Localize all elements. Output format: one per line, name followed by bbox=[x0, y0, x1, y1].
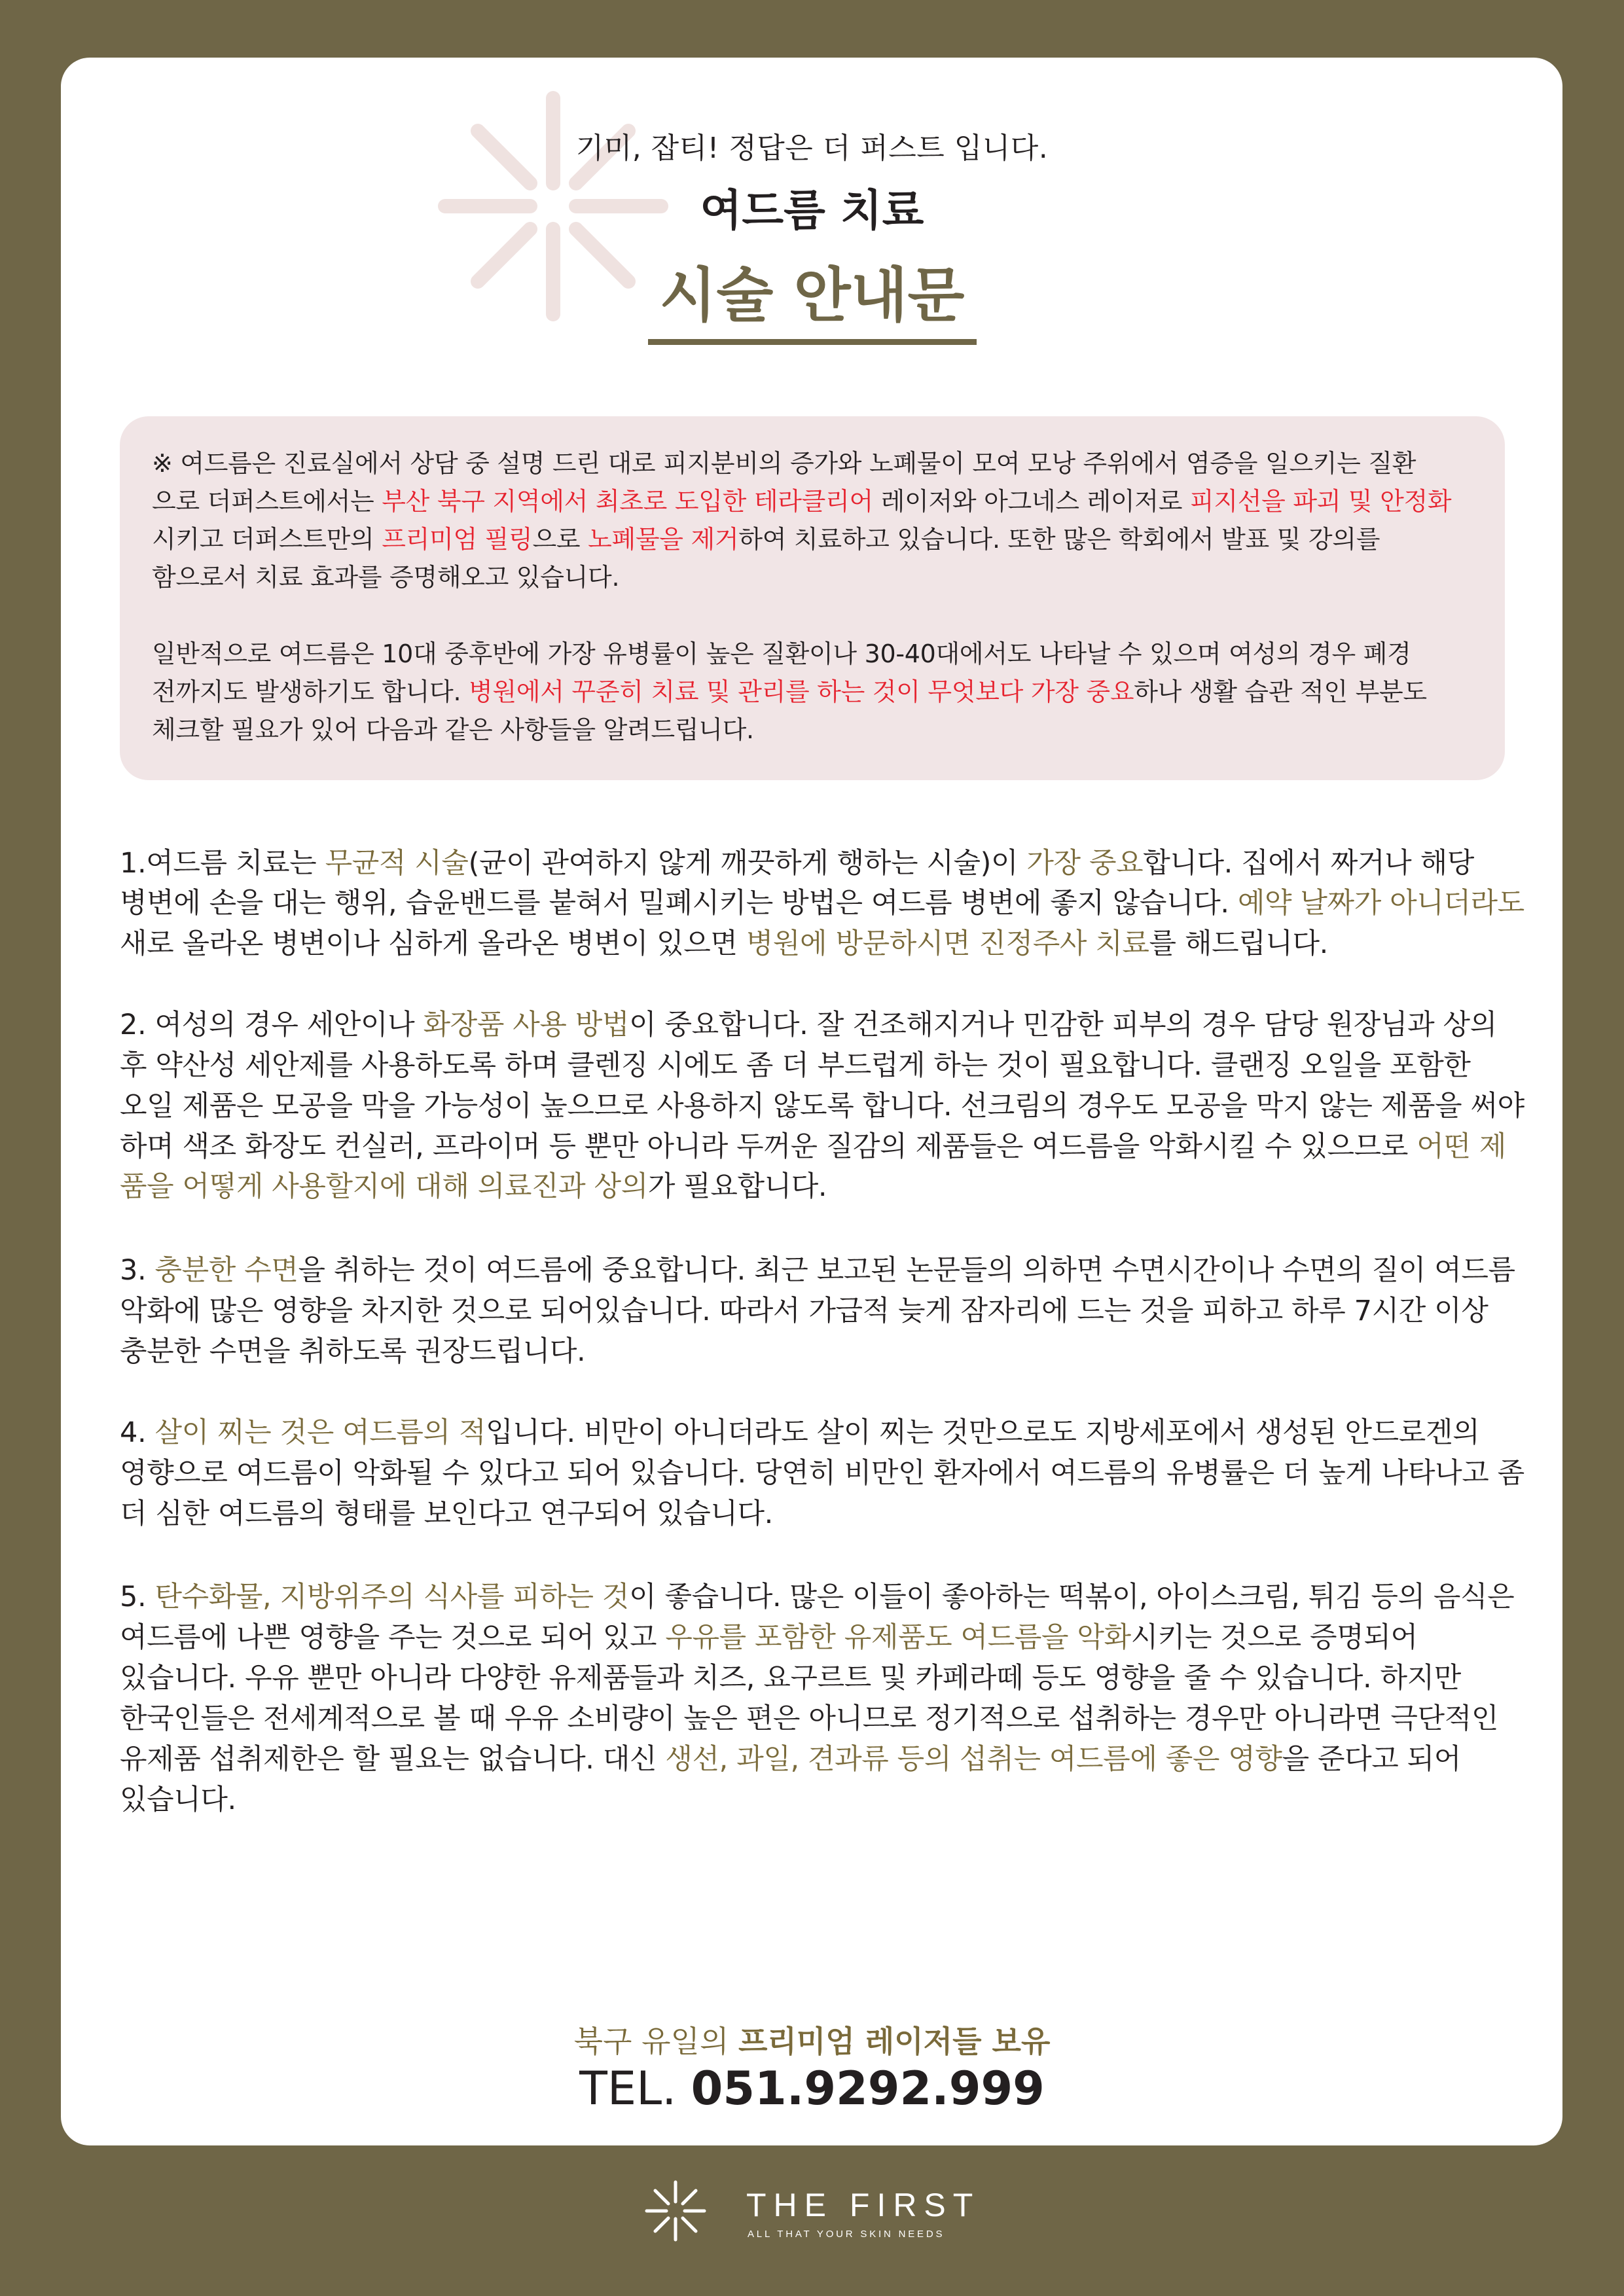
intro_lines-line bbox=[152, 557, 619, 593]
intro_lines-line bbox=[152, 672, 1427, 708]
text-segment: 일반적으로 여드름은 10대 중후반에 가장 유병률이 높은 질환이나 30-40대에서도 나타날 수 있으며 여성의 경우 폐경 bbox=[152, 639, 1411, 668]
promo-highlight: 프리미엄 레이저들 보유 bbox=[738, 2024, 1051, 2059]
body_lines-line bbox=[120, 922, 1328, 961]
text-segment: 이 좋습니다. 많은 이들이 좋아하는 떡볶이, 아이스크림, 튀김 등의 음식은 bbox=[629, 1581, 1515, 1613]
text-segment: 하며 색조 화장도 컨실러, 프라이머 등 뿐만 아니라 두꺼운 질감의 제품들은 여드름을 악화시킬 수 있으므로 bbox=[120, 1130, 1417, 1163]
promo-prefix: 북구 유일의 bbox=[573, 2024, 739, 2059]
highlight-text: 화장품 사용 방법 bbox=[423, 1009, 630, 1041]
text-segment: 새로 올라온 병변이나 심하게 올라온 병변이 있으면 bbox=[120, 927, 746, 960]
text-segment: 으로 bbox=[532, 525, 588, 554]
text-segment: 을 취하는 것이 여드름에 중요합니다. 최근 보고된 논문들의 의하면 수면시간이나 수면의 질이 여드름 bbox=[298, 1254, 1515, 1287]
body_lines-line bbox=[120, 841, 1474, 881]
tel-label: TEL. bbox=[579, 2062, 691, 2115]
text-segment: 2. 여성의 경우 세안이나 bbox=[120, 1009, 424, 1041]
body_lines-line bbox=[120, 881, 1525, 921]
highlight-text: 예약 날짜가 아니더라도 bbox=[1237, 887, 1525, 920]
body_lines-line bbox=[120, 1615, 1418, 1655]
text-segment: 악화에 많은 영향을 차지한 것으로 되어있습니다. 따라서 가급적 늦게 잠자리에 드는 것을 피하고 하루 7시간 이상 bbox=[120, 1295, 1489, 1327]
highlight-text: 탄수화물, 지방위주의 식사를 피하는 것 bbox=[154, 1581, 630, 1613]
intro_lines-line bbox=[152, 519, 1380, 555]
highlight-text: 무균적 시술 bbox=[325, 847, 469, 880]
text-segment: 여드름에 나쁜 영향을 주는 것으로 되어 있고 bbox=[120, 1621, 666, 1654]
body_lines-line bbox=[120, 1164, 827, 1204]
text-segment: 시키고 더퍼스트만의 bbox=[152, 525, 382, 554]
body_lines-line bbox=[120, 1289, 1488, 1329]
highlight-text: 부산 북구 지역에서 최초로 도입한 테라클리어 bbox=[382, 487, 873, 516]
body_lines-line bbox=[120, 1737, 1461, 1777]
text-segment: 유제품 섭취제한은 할 필요는 없습니다. 대신 bbox=[120, 1743, 666, 1776]
treatment-title: 여드름 치료 bbox=[700, 185, 924, 236]
guide-title: 시술 안내문 bbox=[659, 261, 965, 330]
tagline: 기미, 잡티! 정답은 더 퍼스트 입니다. bbox=[575, 132, 1049, 165]
text-segment: 영향으로 여드름이 악화될 수 있다고 되어 있습니다. 당연히 비만인 환자에서 여드름의 유병률은 더 높게 나타나고 좀 bbox=[120, 1457, 1525, 1490]
body_lines-line bbox=[120, 1248, 1515, 1288]
body_lines-line bbox=[120, 1451, 1525, 1491]
body_lines-line bbox=[120, 1575, 1514, 1615]
text-segment: 가 필요합니다. bbox=[647, 1170, 827, 1203]
highlight-text: 어떤 제 bbox=[1416, 1130, 1506, 1163]
highlight-text: 생선, 과일, 견과류 등의 섭취는 여드름에 좋은 영향 bbox=[665, 1743, 1282, 1776]
text-segment: 을 준다고 되어 bbox=[1282, 1743, 1461, 1776]
highlight-text: 살이 찌는 것은 여드름의 적 bbox=[154, 1416, 486, 1449]
footer-promo bbox=[0, 2018, 1624, 2061]
text-segment: 4. bbox=[120, 1416, 155, 1449]
text-segment: 함으로서 치료 효과를 증명해오고 있습니다. bbox=[152, 563, 620, 592]
the-first-logo bbox=[643, 2178, 996, 2244]
highlight-text: 병원에 방문하시면 진정주사 치료 bbox=[746, 927, 1149, 960]
intro_lines-line bbox=[152, 634, 1411, 670]
body_lines-line bbox=[120, 1003, 1497, 1043]
text-segment: 합니다. 집에서 짜거나 해당 bbox=[1143, 847, 1474, 880]
text-segment: 5. bbox=[120, 1581, 155, 1613]
body_lines-line bbox=[120, 1084, 1525, 1124]
title-underline bbox=[648, 339, 977, 345]
text-segment: 하나 생활 습관 적인 부분도 bbox=[1134, 677, 1427, 706]
body_lines-line bbox=[120, 1696, 1498, 1736]
highlight-text: 품을 어떻게 사용할지에 대해 의료진과 상의 bbox=[120, 1170, 648, 1203]
intro_lines-line bbox=[152, 443, 1416, 479]
text-segment: 입니다. 비만이 아니더라도 살이 찌는 것만으로도 지방세포에서 생성된 안드로겐의 bbox=[486, 1416, 1480, 1449]
text-segment: 를 해드립니다. bbox=[1149, 927, 1328, 960]
logo-burst-icon bbox=[647, 2182, 704, 2240]
text-segment: 전까지도 발생하기도 합니다. bbox=[152, 677, 469, 706]
text-segment: 있습니다. 우유 뿐만 아니라 다양한 유제품들과 치즈, 요구르트 및 카페라떼 등도 영향을 줄 수 있습니다. 하지만 bbox=[120, 1662, 1461, 1695]
body_lines-line bbox=[120, 1124, 1506, 1164]
highlight-text: 노폐물을 제거 bbox=[588, 525, 739, 554]
highlight-text: 프리미엄 필링 bbox=[382, 525, 533, 554]
text-segment: 시키는 것으로 증명되어 bbox=[1130, 1621, 1418, 1654]
text-segment: ※ 여드름은 진료실에서 상담 중 설명 드린 대로 피지분비의 증가와 노폐물이 모여 모낭 주위에서 염증을 일으키는 질환 bbox=[152, 449, 1416, 478]
body_lines-line bbox=[120, 1656, 1461, 1696]
text-segment: 한국인들은 전세계적으로 볼 때 우유 소비량이 높은 편은 아니므로 정기적으로 섭취하는 경우만 아니라면 극단적인 bbox=[120, 1702, 1498, 1735]
text-segment: 충분한 수면을 취하도록 권장드립니다. bbox=[120, 1335, 586, 1368]
intro_lines-line bbox=[152, 709, 754, 745]
text-segment: 병변에 손을 대는 행위, 습윤밴드를 붙혀서 밀폐시키는 방법은 여드름 병변에 좋지 않습니다. bbox=[120, 887, 1238, 920]
body_lines-line bbox=[120, 1778, 236, 1818]
text-segment: 하여 치료하고 있습니다. 또한 많은 학회에서 발표 및 강의를 bbox=[738, 525, 1380, 554]
text-segment: 오일 제품은 모공을 막을 가능성이 높으므로 사용하지 않도록 합니다. 선크림의 경우도 모공을 막지 않는 제품을 써야 bbox=[120, 1090, 1525, 1122]
text-segment: 1.여드름 치료는 bbox=[120, 847, 325, 880]
text-segment: (균이 관여하지 않게 깨끗하게 행하는 시술)이 bbox=[468, 847, 1027, 880]
highlight-text: 병원에서 꾸준히 치료 및 관리를 하는 것이 무엇보다 가장 중요 bbox=[469, 677, 1134, 706]
text-segment: 있습니다. bbox=[120, 1784, 236, 1816]
text-segment: 체크할 필요가 있어 다음과 같은 사항들을 알려드립니다. bbox=[152, 715, 754, 744]
body_lines-line bbox=[120, 1043, 1471, 1083]
footer-phone bbox=[0, 2062, 1624, 2115]
text-segment: 레이저와 아그네스 레이저로 bbox=[873, 487, 1190, 516]
highlight-text: 충분한 수면 bbox=[154, 1254, 298, 1287]
body_lines-line bbox=[120, 1492, 773, 1532]
text-segment: 3. bbox=[120, 1254, 155, 1287]
text-segment: 이 중요합니다. 잘 건조해지거나 민감한 피부의 경우 담당 원장님과 상의 bbox=[629, 1009, 1497, 1041]
text-segment: 으로 더퍼스트에서는 bbox=[152, 487, 382, 516]
text-segment: 후 약산성 세안제를 사용하도록 하며 클렌징 시에도 좀 더 부드럽게 하는 것이 필요합니다. 클랜징 오일을 포함한 bbox=[120, 1049, 1471, 1082]
highlight-text: 우유를 포함한 유제품도 여드름을 악화 bbox=[665, 1621, 1131, 1654]
logo-wordmark: THE FIRST bbox=[746, 2187, 981, 2223]
text-segment: 더 심한 여드름의 형태를 보인다고 연구되어 있습니다. bbox=[120, 1498, 773, 1530]
highlight-text: 가장 중요 bbox=[1026, 847, 1144, 880]
highlight-text: 피지선을 파괴 및 안정화 bbox=[1189, 487, 1452, 516]
logo-slogan: ALL THAT YOUR SKIN NEEDS bbox=[748, 2229, 945, 2240]
tel-number: 051.9292.999 bbox=[691, 2062, 1045, 2115]
body_lines-line bbox=[120, 1329, 585, 1369]
body_lines-line bbox=[120, 1410, 1479, 1450]
intro_lines-line bbox=[152, 481, 1451, 517]
